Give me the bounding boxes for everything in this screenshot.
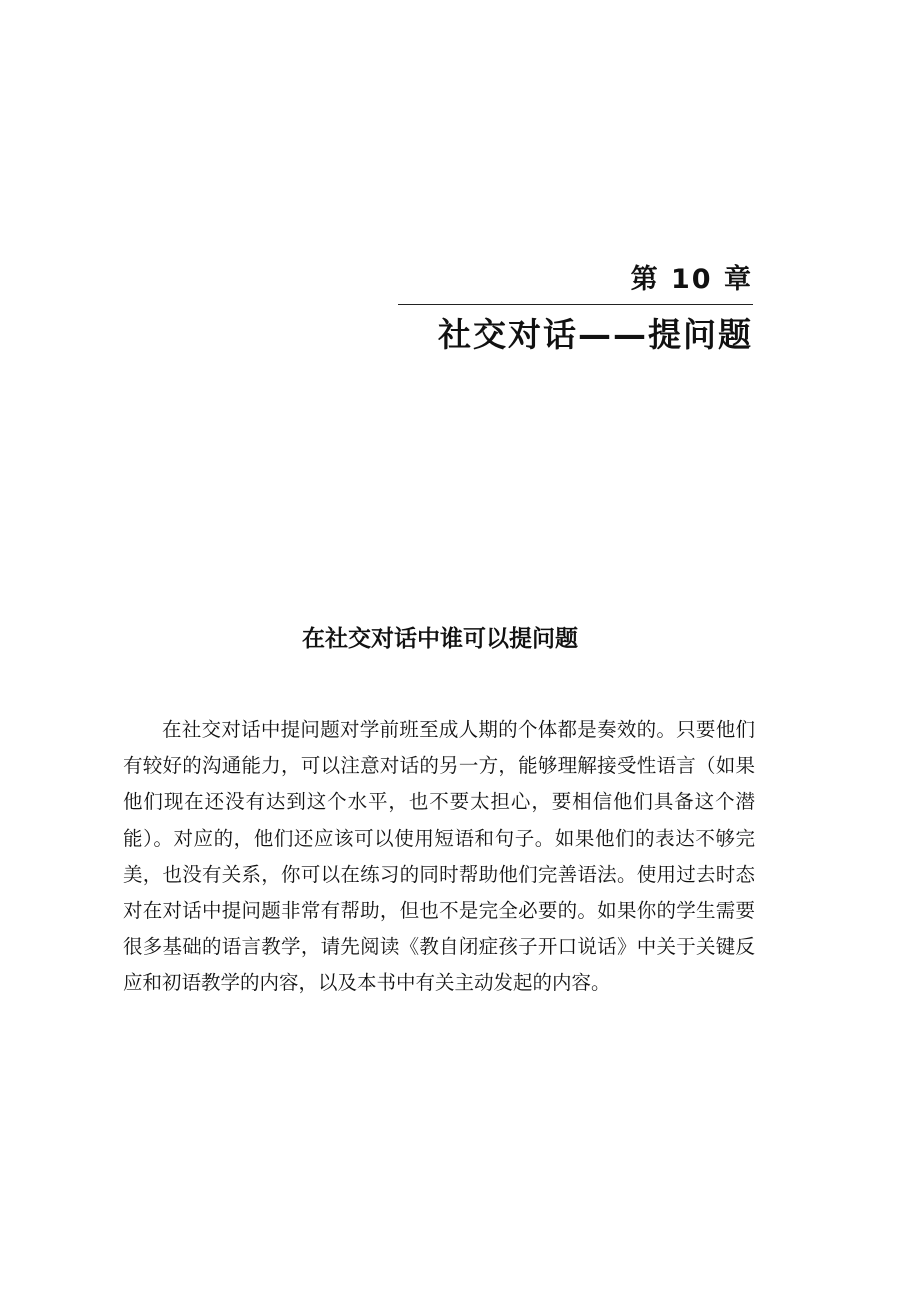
chapter-divider-rule [398,304,753,305]
body-paragraph: 在社交对话中提问题对学前班至成人期的个体都是奏效的。只要他们有较好的沟通能力，可以注意对话的另一方，能够理解接受性语言（如果他们现在还没有达到这个水平，也不要太担心，要相信他们具备这个潜能）。对应的，他们还应该可以使用短语和句子。如果他们的表达不够完美，也没有关系，你可以在练习的同时帮助他们完善语法。使用过去时态对在对话中提问题非常有帮助，但也不是完全必要的。如果你的学生需要很多基础的语言教学，请先阅读《教自闭症孩子开口说话》中关于关键反应和初语教学的内容，以及本书中有关主动发起的内容。 [123,718,755,995]
chapter-title: 社交对话——提问题 [438,315,753,354]
chapter-number: 第 10 章 [630,264,753,295]
section-heading: 在社交对话中谁可以提问题 [302,625,578,652]
chapter-header [398,262,753,357]
